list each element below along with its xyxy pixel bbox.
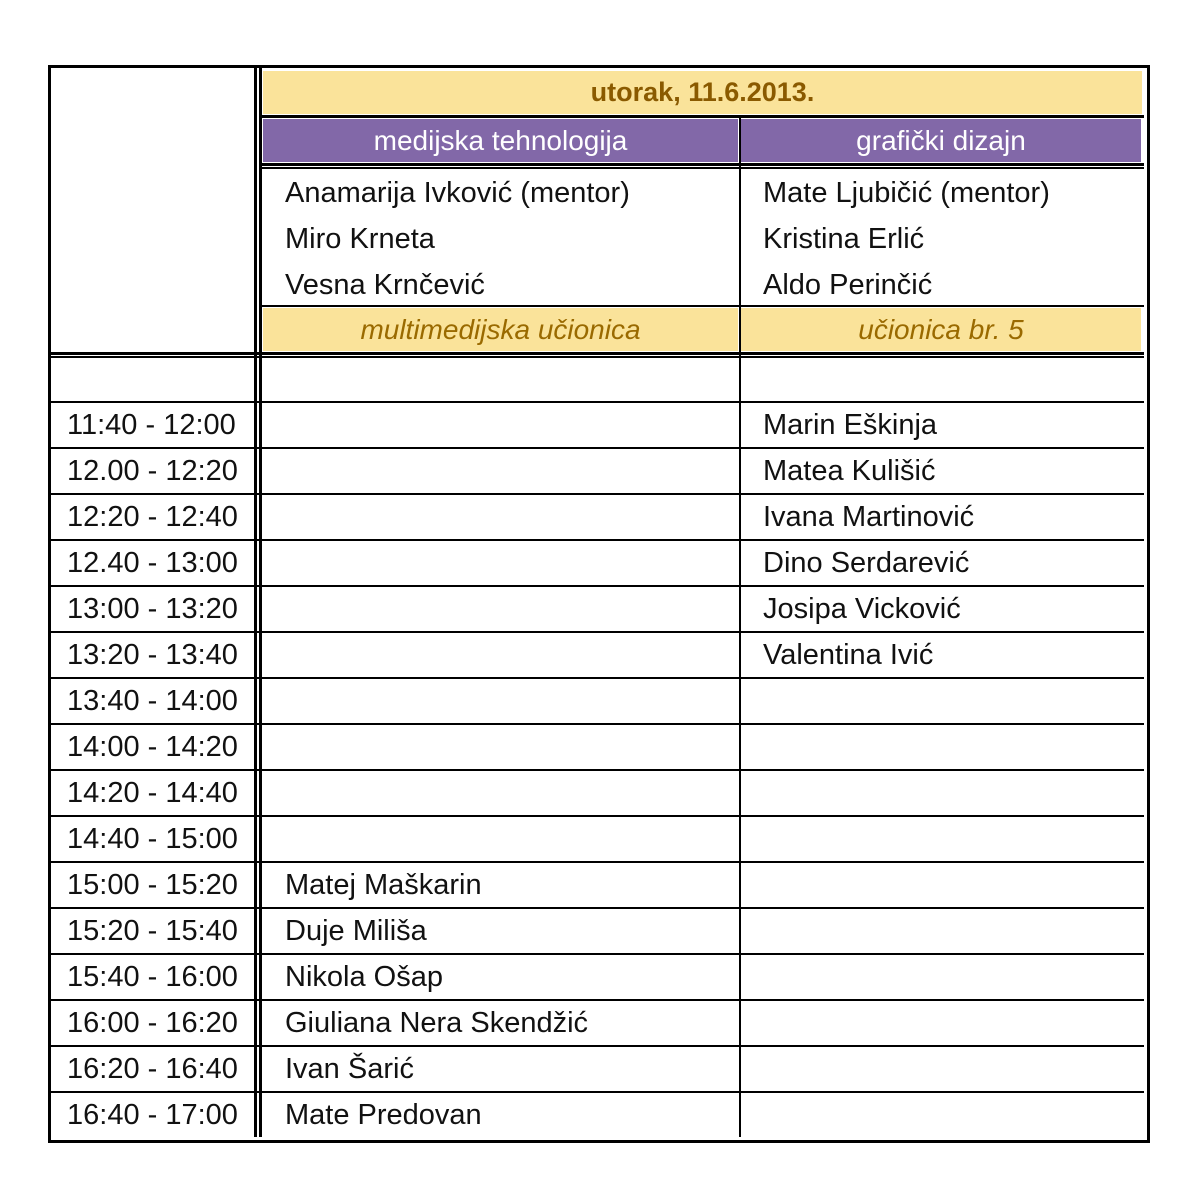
schedule-entry	[741, 908, 1141, 954]
grid-line	[262, 305, 1144, 307]
schedule-entry: Ivan Šarić	[285, 1052, 414, 1085]
committee-member: Mate Ljubičić (mentor)	[763, 176, 1050, 209]
schedule-entry: Giuliana Nera Skendžić	[285, 1006, 589, 1039]
schedule-entry	[741, 1000, 1141, 1046]
schedule-entry: Valentina Ivić	[763, 638, 934, 671]
room-label: učionica br. 5	[741, 308, 1141, 351]
grid-line	[51, 401, 1144, 403]
grid-line	[51, 815, 1144, 817]
time-slot: 15:00 - 15:20	[67, 868, 238, 901]
time-slot: 13:00 - 13:20	[67, 592, 238, 625]
time-slot: 14:40 - 15:00	[67, 822, 238, 855]
grid-line	[51, 352, 1144, 355]
committee-member: Miro Krneta	[285, 222, 435, 255]
time-slot: 14:20 - 14:40	[67, 776, 238, 809]
grid-line	[739, 115, 741, 1137]
grid-line	[262, 167, 1144, 169]
schedule-entry	[263, 356, 738, 402]
time-slot: 12.00 - 12:20	[67, 454, 238, 487]
time-slot: 15:40 - 16:00	[67, 960, 238, 993]
schedule-entry	[263, 632, 738, 678]
schedule-entry: Marin Eškinja	[763, 408, 938, 441]
time-slot: 13:40 - 14:00	[67, 684, 238, 717]
schedule-entry: Matej Maškarin	[285, 868, 482, 901]
grid-line	[51, 861, 1144, 863]
grid-line	[51, 723, 1144, 725]
date-header: utorak, 11.6.2013.	[263, 71, 1142, 114]
schedule-entry	[741, 678, 1141, 724]
schedule-entry	[741, 1046, 1141, 1092]
course-header: medijska tehnologija	[263, 119, 738, 162]
schedule-entry	[263, 816, 738, 862]
schedule-entry	[741, 724, 1141, 770]
time-slot: 14:00 - 14:20	[67, 730, 238, 763]
schedule-entry: Nikola Ošap	[285, 960, 443, 993]
schedule-entry	[263, 494, 738, 540]
schedule-entry	[741, 770, 1141, 816]
schedule-entry: Josipa Vicković	[763, 592, 961, 625]
grid-line	[51, 539, 1144, 541]
room-label: multimedijska učionica	[263, 308, 738, 351]
schedule-entry	[741, 816, 1141, 862]
grid-line	[51, 1091, 1144, 1093]
committee-member: Vesna Krnčević	[285, 268, 485, 301]
schedule-entry: Ivana Martinović	[763, 500, 975, 533]
schedule-entry	[741, 356, 1141, 402]
grid-line	[51, 585, 1144, 587]
grid-line	[51, 447, 1144, 449]
schedule-entry: Mate Predovan	[285, 1098, 482, 1131]
time-slot: 12:20 - 12:40	[67, 500, 238, 533]
grid-line	[51, 1045, 1144, 1047]
course-header: grafički dizajn	[741, 119, 1141, 162]
time-slot: 12.40 - 13:00	[67, 546, 238, 579]
schedule-entry: Matea Kulišić	[763, 454, 936, 487]
grid-line	[51, 907, 1144, 909]
schedule-entry	[263, 770, 738, 816]
grid-line	[51, 356, 1144, 358]
grid-line	[259, 68, 262, 1137]
grid-line	[51, 677, 1144, 679]
time-slot: 13:20 - 13:40	[67, 638, 238, 671]
time-slot: 15:20 - 15:40	[67, 914, 238, 947]
time-slot: 16:20 - 16:40	[67, 1052, 238, 1085]
schedule-entry	[263, 586, 738, 632]
schedule-entry	[263, 540, 738, 586]
time-slot	[53, 356, 254, 402]
grid-line	[51, 493, 1144, 495]
schedule-entry	[263, 678, 738, 724]
grid-line	[51, 953, 1144, 955]
schedule-entry	[263, 448, 738, 494]
time-slot: 16:00 - 16:20	[67, 1006, 238, 1039]
committee-member: Kristina Erlić	[763, 222, 925, 255]
committee-member: Aldo Perinčić	[763, 268, 933, 301]
schedule-entry: Dino Serdarević	[763, 546, 970, 579]
time-slot: 11:40 - 12:00	[67, 408, 236, 441]
schedule-entry	[741, 862, 1141, 908]
committee-member: Anamarija Ivković (mentor)	[285, 176, 630, 209]
schedule-entry: Duje Miliša	[285, 914, 427, 947]
grid-line	[51, 999, 1144, 1001]
grid-line	[51, 769, 1144, 771]
schedule-entry	[741, 954, 1141, 1000]
grid-line	[262, 115, 1144, 118]
schedule-entry	[263, 402, 738, 448]
schedule-entry	[741, 1092, 1141, 1138]
grid-line	[262, 163, 1144, 166]
time-slot: 16:40 - 17:00	[67, 1098, 238, 1131]
grid-line	[51, 631, 1144, 633]
grid-line	[254, 68, 257, 1137]
schedule-entry	[263, 724, 738, 770]
